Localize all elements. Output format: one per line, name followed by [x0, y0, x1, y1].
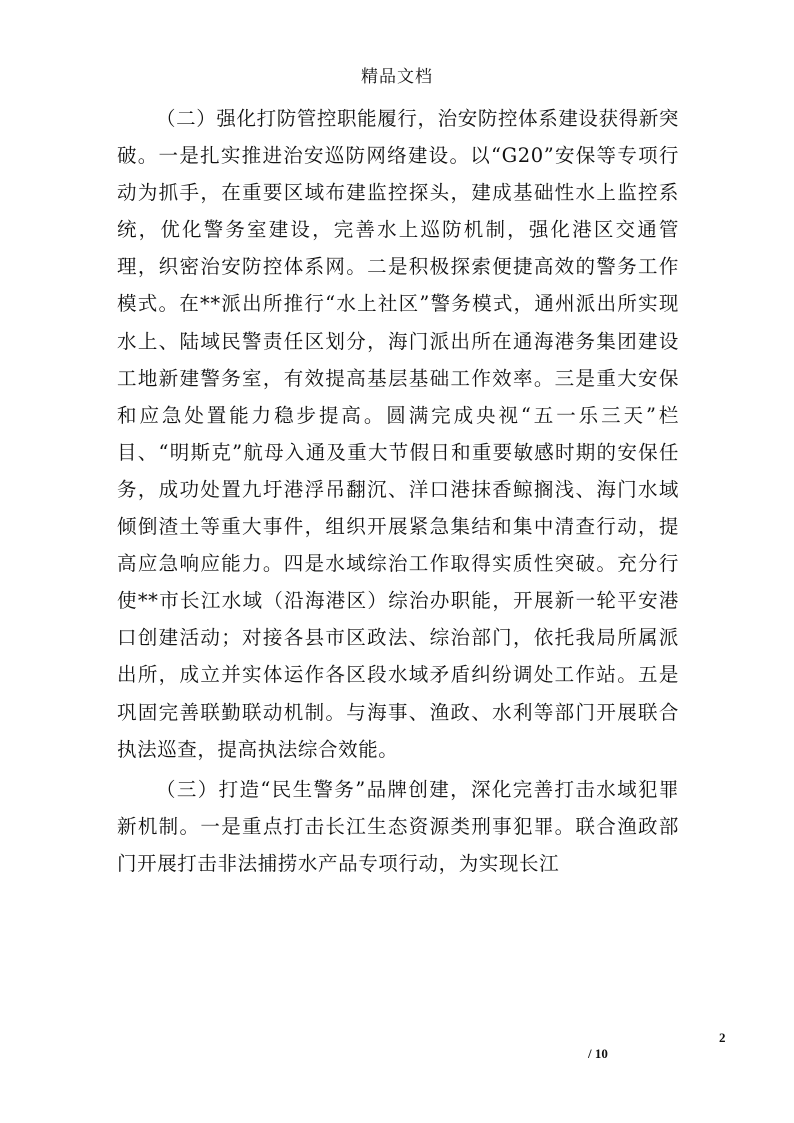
document-header: 精品文档	[361, 67, 433, 87]
paragraph-section-2: （二）强化打防管控职能履行，治安防控体系建设获得新突破。一是扎实推进治安巡防网络建设。以“G20”安保等专项行动为抓手，在重要区域布建监控探头，建成基础性水上监控系统，优化警务室建设，完善水上巡防机制，强化港区交通管理，织密治安防控体系网。二是积极探索便捷高效的警务工作模式。在**派出所推行“水上社区”警务模式，通州派出所实现水上、陆域民警责任区划分，海门派出所在通海港务集团建设工地新建警务室，有效提高基层基础工作效率。三是重大安保和应急处置能力稳步提高。圆满完成央视“五一乐三天”栏目、“明斯克”航母入通及重大节假日和重要敏感时期的安保任务，成功处置九圩港浮吊翻沉、洋口港抹香鲸搁浅、海门水域倾倒渣土等重大事件，组织开展紧急集结和集中清查行动，提高应急响应能力。四是水域综治工作取得实质性突破。充分行使**市长江水域（沿海港区）综治办职能，开展新一轮平安港口创建活动；对接各县市区政法、综治部门，依托我局所属派出所，成立并实体运作各区段水域矛盾纠纷调处工作站。五是巩固完善联勤联动机制。与海事、渔政、水利等部门开展联合执法巡查，提高执法综合效能。	[117, 107, 679, 761]
paragraph-section-3: （三）打造“民生警务”品牌创建，深化完善打击水域犯罪新机制。一是重点打击长江生态资源类刑事犯罪。联合渔政部门开展打击非法捕捞水产品专项行动，为实现长江	[117, 777, 679, 875]
page-number: 2	[719, 1030, 726, 1045]
page-total: / 10	[588, 1046, 608, 1061]
document-body	[117, 100, 679, 882]
